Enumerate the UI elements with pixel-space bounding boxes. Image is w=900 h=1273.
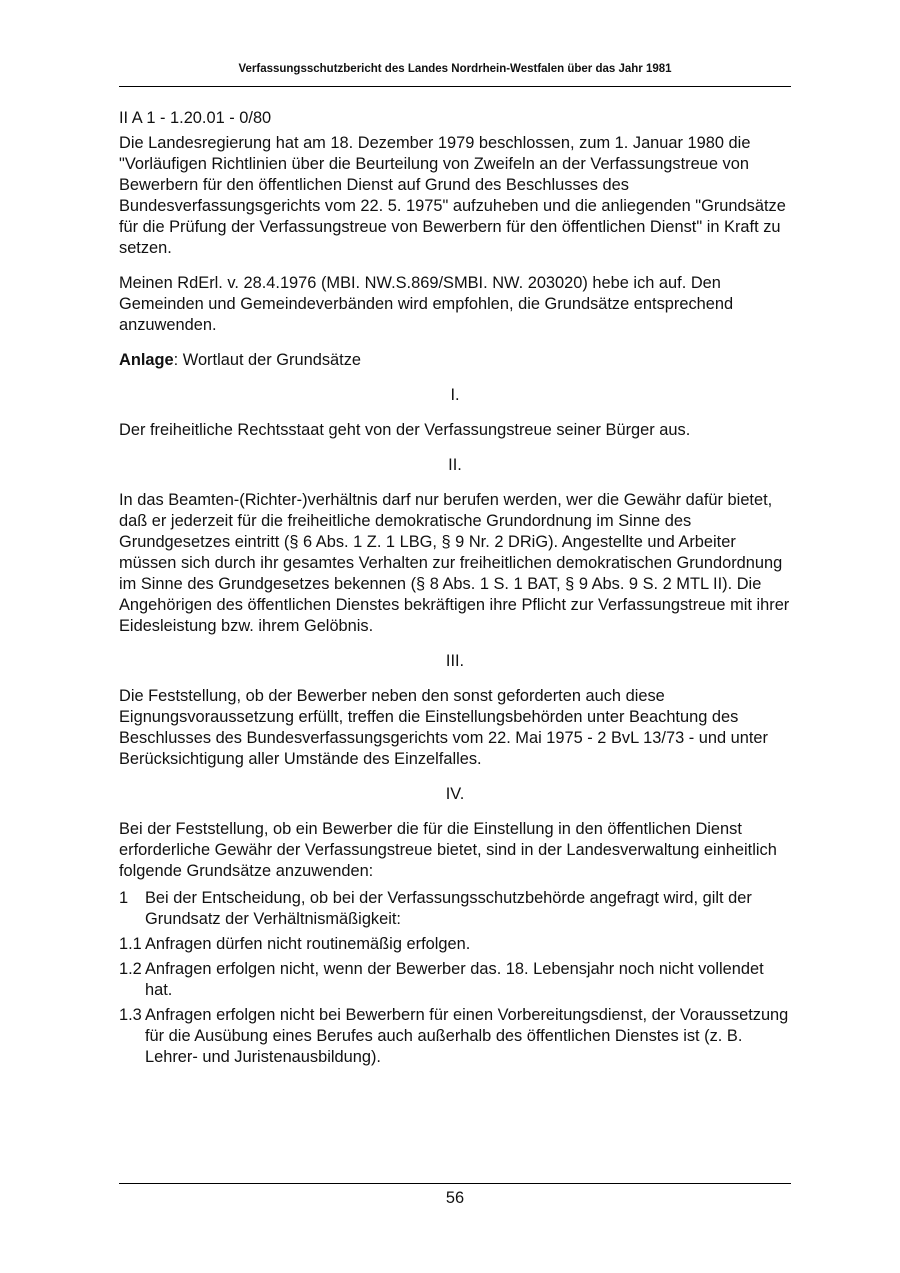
list-item-text: Anfragen erfolgen nicht bei Bewerbern für einen Vorbereitungsdienst, der Voraussetzung für die Ausübung eines Berufes auch außerhalb des öffentlichen Dienstes ist (z. B. Lehrer- und Juristenausbildung). — [145, 1006, 789, 1066]
section-text-4: Bei der Feststellung, ob ein Bewerber die für die Einstellung in den öffentlichen Dienst erforderliche Gewähr der Verfassungstreue bietet, sind in der Landesverwaltung einheitlich folgende Grundsätze anzuwenden: — [119, 820, 777, 880]
list-item — [119, 888, 791, 930]
anlage-label: Anlage — [119, 351, 174, 369]
list-item-text: Anfragen dürfen nicht routinemäßig erfolgen. — [145, 935, 471, 953]
section-numeral-4: IV. — [445, 785, 465, 803]
document-body — [119, 108, 791, 1072]
anlage-text: : Wortlaut der Grundsätze — [173, 351, 362, 369]
list-item-text: Bei der Entscheidung, ob bei der Verfassungsschutzbehörde angefragt wird, gilt der Grundsatz der Verhältnismäßigkeit: — [145, 889, 752, 928]
paragraph-2: Meinen RdErl. v. 28.4.1976 (MBI. NW.S.869/SMBI. NW. 203020) hebe ich auf. Den Gemeinden und Gemeindeverbänden wird empfohlen, die Grundsätze entsprechend anzuwenden. — [119, 274, 734, 334]
list-item-number: 1.2 — [119, 960, 142, 978]
list-item — [119, 934, 791, 955]
list-item-number: 1.3 — [119, 1006, 142, 1024]
page-number: 56 — [445, 1189, 465, 1207]
running-header: Verfassungsschutzbericht des Landes Nordrhein-Westfalen über das Jahr 1981 — [238, 63, 672, 75]
paragraph-1: Die Landesregierung hat am 18. Dezember 1979 beschlossen, zum 1. Januar 1980 die "Vorläufigen Richtlinien über die Beurteilung von Zweifeln an der Verfassungstreue von Bewerbern für den öffentlichen Dienst auf Grund des Beschlusses des Bundesverfassungsgerichts vom 22. 5. 1975" aufzuheben und die anliegenden "Grundsätze für die Prüfung der Verfassungstreue von Bewerbern für den öffentlichen Dienst" in Kraft zu setzen. — [119, 134, 786, 257]
section-text-1: Der freiheitliche Rechtsstaat geht von der Verfassungstreue seiner Bürger aus. — [119, 421, 691, 439]
list-item-text: Anfragen erfolgen nicht, wenn der Bewerber das. 18. Lebensjahr noch nicht vollendet hat. — [145, 960, 764, 999]
section-text-3: Die Feststellung, ob der Bewerber neben den sonst geforderten auch diese Eignungsvoraussetzung erfüllt, treffen die Einstellungsbehörden unter Beachtung des Beschlusses des Bundesverfassungsgerichts vom 22. Mai 1975 - 2 BvL 13/73 - und unter Berücksichtigung aller Umstände des Einzelfalles. — [119, 687, 769, 768]
section-numeral-2: II. — [448, 456, 462, 474]
list-item — [119, 959, 791, 1001]
footer-rule — [119, 1183, 791, 1184]
section-numeral-1: I. — [450, 386, 460, 404]
list-item-number: 1 — [119, 889, 129, 907]
section-numeral-3: III. — [445, 652, 465, 670]
anlage-line — [119, 350, 791, 371]
list-item — [119, 1005, 791, 1068]
header-rule — [119, 86, 791, 87]
section-text-2: In das Beamten-(Richter-)verhältnis darf nur berufen werden, wer die Gewähr dafür bietet, daß er jederzeit für die freiheitliche demokratische Grundordnung im Sinne des Grundgesetzes eintritt (§ 6 Abs. 1 Z. 1 LBG, § 9 Nr. 2 DRiG). Angestellte und Arbeiter müssen sich durch ihr gesamtes Verhalten zur freiheitlichen demokratischen Grundordnung im Sinne des Grundgesetzes bekennen (§ 8 Abs. 1 S. 1 BAT, § 9 Abs. 9 S. 2 MTL II). Die Angehörigen des öffentlichen Dienstes bekräftigen ihre Pflicht zur Verfassungstreue mit ihrer Eidesleistung bzw. ihrem Gelöbnis. — [119, 491, 790, 635]
reference-number: II A 1 - 1.20.01 - 0/80 — [119, 109, 272, 127]
list-item-number: 1.1 — [119, 935, 142, 953]
